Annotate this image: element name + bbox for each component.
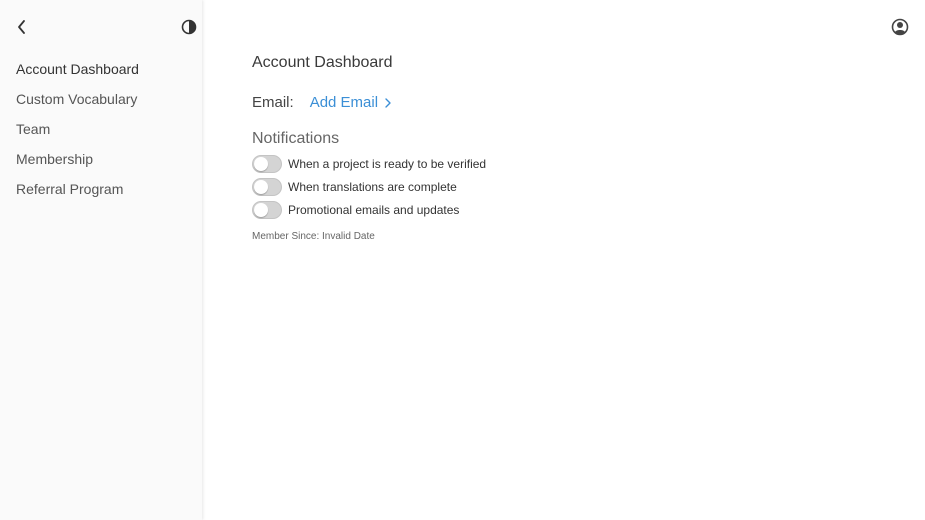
back-button[interactable] bbox=[12, 17, 32, 37]
promotional-emails-toggle[interactable] bbox=[252, 201, 282, 219]
toggle-knob bbox=[254, 180, 268, 194]
add-email-link[interactable] bbox=[310, 94, 392, 111]
sidebar-item-account-dashboard[interactable]: Account Dashboard bbox=[16, 61, 139, 77]
notification-toggle-row bbox=[252, 155, 486, 173]
notification-toggle-row bbox=[252, 201, 459, 219]
user-avatar-button[interactable] bbox=[890, 17, 910, 37]
notifications-heading: Notifications bbox=[252, 130, 340, 147]
add-email-label: Add Email bbox=[309, 94, 379, 111]
sidebar-item-referral-program[interactable]: Referral Program bbox=[16, 181, 124, 197]
translations-complete-toggle[interactable] bbox=[252, 178, 282, 196]
email-row bbox=[252, 94, 392, 111]
sidebar-item-custom-vocabulary[interactable]: Custom Vocabulary bbox=[16, 91, 138, 107]
toggle-knob bbox=[254, 157, 268, 171]
member-since-text: Member Since: Invalid Date bbox=[252, 231, 375, 242]
contrast-icon bbox=[180, 18, 198, 36]
theme-toggle-button[interactable] bbox=[180, 18, 198, 36]
page-title: Account Dashboard bbox=[252, 54, 393, 71]
toggle-knob bbox=[254, 203, 268, 217]
chevron-left-icon bbox=[12, 17, 32, 37]
sidebar-item-team[interactable]: Team bbox=[16, 121, 51, 137]
toggle-label: When translations are complete bbox=[288, 180, 457, 194]
sidebar-item-membership[interactable]: Membership bbox=[16, 151, 94, 167]
project-verified-toggle[interactable] bbox=[252, 155, 282, 173]
chevron-right-icon bbox=[384, 97, 392, 109]
sidebar-nav bbox=[16, 58, 139, 208]
toggle-label: Promotional emails and updates bbox=[288, 203, 460, 217]
email-label: Email: bbox=[252, 94, 294, 111]
notification-toggle-row bbox=[252, 178, 457, 196]
user-avatar-icon bbox=[890, 17, 910, 37]
toggle-label: When a project is ready to be verified bbox=[288, 157, 487, 171]
sidebar bbox=[0, 0, 202, 520]
